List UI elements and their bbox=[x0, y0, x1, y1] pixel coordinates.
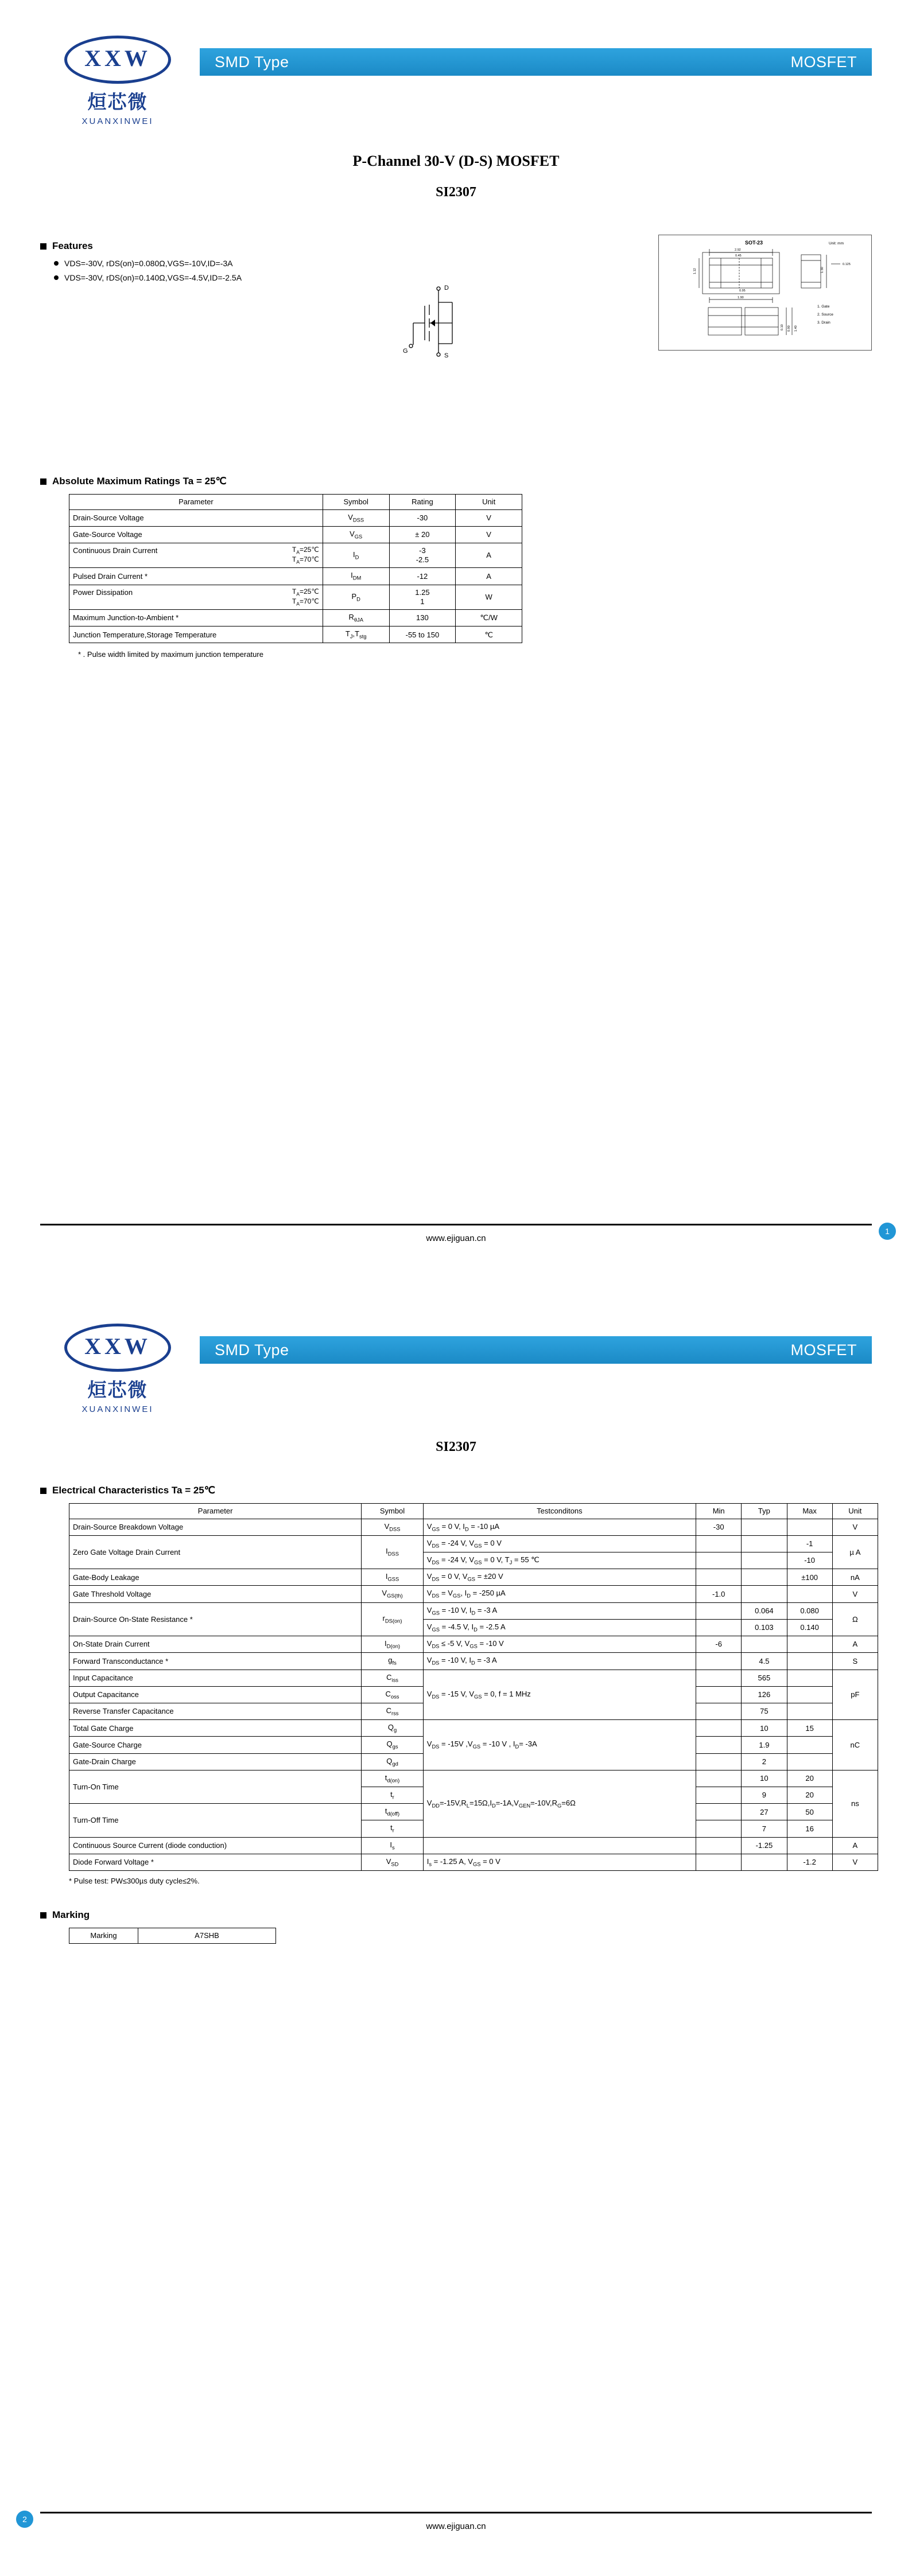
cell-parameter: Drain-Source Breakdown Voltage bbox=[69, 1519, 362, 1535]
cell-parameter: Gate-Source Charge bbox=[69, 1737, 362, 1753]
cell-max bbox=[787, 1636, 832, 1653]
cell-unit: V bbox=[832, 1519, 878, 1535]
cell-rating: -30 bbox=[389, 509, 456, 526]
symbol-label-g: G bbox=[403, 348, 408, 355]
cell-typ: 0.103 bbox=[742, 1619, 787, 1636]
logo-letters: XXW bbox=[84, 45, 151, 71]
page-2 bbox=[0, 1288, 912, 2576]
cell-unit: pF bbox=[832, 1670, 878, 1720]
cell-unit: ℃/W bbox=[456, 609, 522, 626]
package-name-label: SOT-23 bbox=[745, 240, 763, 246]
dim-label: 1.40 bbox=[794, 325, 798, 332]
cell-parameter: Continuous Drain Current $T_A=25℃$ $T_A=70℃$ bbox=[69, 543, 323, 567]
cell-unit: A bbox=[456, 568, 522, 585]
cell-typ: 10 bbox=[742, 1770, 787, 1787]
column-header: Symbol bbox=[362, 1504, 424, 1519]
marking-table bbox=[69, 1928, 276, 1944]
mosfet-symbol-diagram bbox=[402, 283, 488, 363]
cell-unit: ns bbox=[832, 1770, 878, 1837]
cell-unit: Ω bbox=[832, 1602, 878, 1636]
cell-typ: 565 bbox=[742, 1670, 787, 1686]
column-header: Symbol bbox=[323, 495, 389, 510]
marking-heading-label: Marking bbox=[52, 1909, 90, 1921]
cell-max: 0.080 bbox=[787, 1602, 832, 1619]
cell-parameter: Forward Transconductance * bbox=[69, 1653, 362, 1670]
table-row bbox=[69, 1519, 878, 1535]
cell-unit: µ A bbox=[832, 1535, 878, 1569]
cell-typ: 75 bbox=[742, 1703, 787, 1719]
cell-symbol: $P_D$ bbox=[323, 585, 389, 609]
table-header-row bbox=[69, 1504, 878, 1519]
cell-max bbox=[787, 1670, 832, 1686]
cell-min: -30 bbox=[696, 1519, 742, 1535]
cell-unit: V bbox=[456, 526, 522, 543]
cell-symbol: $T_J,T_{stg}$ bbox=[323, 627, 389, 643]
table-row bbox=[69, 543, 522, 567]
cell-symbol: $V_{DSS}$ bbox=[323, 509, 389, 526]
cell-min bbox=[696, 1737, 742, 1753]
cell-max: -1 bbox=[787, 1535, 832, 1552]
cell-condition: $I_s = -1.25$ A, $V_{GS} = 0$ V bbox=[423, 1854, 696, 1870]
cell-min bbox=[696, 1670, 742, 1686]
cell-rating: ± 20 bbox=[389, 526, 456, 543]
cell-condition: $V_{DS} \le -5$ V, $V_{GS} = -10$ V bbox=[423, 1636, 696, 1653]
cell-min: -6 bbox=[696, 1636, 742, 1653]
symbol-label-d: D bbox=[444, 285, 449, 291]
header-type-label: SMD Type bbox=[215, 1341, 289, 1359]
absolute-maximum-ratings-table bbox=[69, 494, 522, 643]
cell-max: 20 bbox=[787, 1787, 832, 1804]
cell-max bbox=[787, 1686, 832, 1703]
column-header: Unit bbox=[456, 495, 522, 510]
cell-parameter: Zero Gate Voltage Drain Current bbox=[69, 1535, 362, 1569]
cell-rating: -12 bbox=[389, 568, 456, 585]
logo-mark bbox=[64, 1324, 171, 1372]
part-number: SI2307 bbox=[436, 185, 476, 200]
cell-condition: $V_{GS} = -10$ V, $I_D = -3$ A bbox=[423, 1602, 696, 1619]
cell-parameter: Pulsed Drain Current * bbox=[69, 568, 323, 585]
header-banner bbox=[200, 1336, 872, 1364]
cell-unit: S bbox=[832, 1653, 878, 1670]
cell-symbol: $I_{DM}$ bbox=[323, 568, 389, 585]
cell-max: ±100 bbox=[787, 1569, 832, 1586]
square-bullet-icon bbox=[40, 478, 46, 485]
cell-max bbox=[787, 1703, 832, 1719]
cell-symbol: $V_{DSS}$ bbox=[362, 1519, 424, 1535]
cell-parameter: Gate-Drain Charge bbox=[69, 1753, 362, 1770]
table-row bbox=[69, 609, 522, 626]
cell-parameter: On-State Drain Current bbox=[69, 1636, 362, 1653]
cell-symbol: $I_D$ bbox=[323, 543, 389, 567]
table-row bbox=[69, 1569, 878, 1586]
table-row bbox=[69, 568, 522, 585]
logo-mark bbox=[64, 36, 171, 84]
cell-max bbox=[787, 1753, 832, 1770]
cell-condition: $V_{GS} = -4.5$ V, $I_D = -2.5$ A bbox=[423, 1619, 696, 1636]
cell-max bbox=[787, 1519, 832, 1535]
cell-parameter: Power Dissipation $T_A=25℃$ $T_A=70℃$ bbox=[69, 585, 323, 609]
table-row bbox=[69, 585, 522, 609]
footer-divider bbox=[40, 1224, 872, 1225]
cell-rating: -3 -2.5 bbox=[389, 543, 456, 567]
cell-min bbox=[696, 1569, 742, 1586]
cell-symbol: $V_{GS}$ bbox=[323, 526, 389, 543]
cell-condition: $V_{DS} = -24$ V, $V_{GS} = 0$ V, $T_J = 55$ ℃ bbox=[423, 1552, 696, 1569]
cell-typ: -1.25 bbox=[742, 1837, 787, 1854]
round-bullet-icon bbox=[54, 275, 59, 280]
cell-parameter: Continuous Source Current (diode conduction) bbox=[69, 1837, 362, 1854]
cell-symbol: $t_r$ bbox=[362, 1787, 424, 1804]
footer-url: www.ejiguan.cn bbox=[426, 1233, 486, 1243]
cell-condition: $V_{DS} = V_{GS}$, $I_D = -250$ µA bbox=[423, 1586, 696, 1602]
table-row bbox=[69, 1653, 878, 1670]
cell-parameter: Maximum Junction-to-Ambient * bbox=[69, 609, 323, 626]
abs-max-note: * . Pulse width limited by maximum junction temperature bbox=[78, 650, 263, 659]
page-footer bbox=[22, 2512, 872, 2531]
cell-typ: 9 bbox=[742, 1787, 787, 1804]
ec-heading-label: Electrical Characteristics Ta = 25℃ bbox=[52, 1485, 215, 1496]
page-header bbox=[40, 1288, 872, 1414]
column-header: Parameter bbox=[69, 495, 323, 510]
cell-min bbox=[696, 1804, 742, 1820]
logo-pinyin: XUANXINWEI bbox=[82, 116, 154, 126]
cell-symbol: $C_{oss}$ bbox=[362, 1686, 424, 1703]
cell-parameter: Drain-Source Voltage bbox=[69, 509, 323, 526]
marking-label-cell: Marking bbox=[69, 1928, 138, 1944]
cell-rating: 1.25 1 bbox=[389, 585, 456, 609]
cell-typ: 0.064 bbox=[742, 1602, 787, 1619]
cell-condition: $V_{DS} = 0$ V, $V_{GS} = \pm 20$ V bbox=[423, 1569, 696, 1586]
cell-unit: A bbox=[456, 543, 522, 567]
marking-heading bbox=[40, 1909, 872, 1921]
cell-symbol: $V_{GS(th)}$ bbox=[362, 1586, 424, 1602]
cell-min bbox=[696, 1787, 742, 1804]
cell-min bbox=[696, 1686, 742, 1703]
cell-symbol: $Q_{gs}$ bbox=[362, 1737, 424, 1753]
logo-pinyin: XUANXINWEI bbox=[82, 1404, 154, 1414]
column-header: Testconditons bbox=[423, 1504, 696, 1519]
pin-label: 2. Source bbox=[817, 313, 833, 317]
table-row bbox=[69, 1535, 878, 1552]
cell-typ: 1.9 bbox=[742, 1737, 787, 1753]
package-unit-label: Unit: mm bbox=[829, 242, 844, 246]
cell-symbol: $g_{fs}$ bbox=[362, 1653, 424, 1670]
cell-typ: 7 bbox=[742, 1820, 787, 1837]
header-category-label: MOSFET bbox=[790, 53, 857, 71]
table-row bbox=[69, 509, 522, 526]
cell-parameter: Diode Forward Voltage * bbox=[69, 1854, 362, 1870]
cell-max bbox=[787, 1586, 832, 1602]
ec-heading bbox=[40, 1485, 872, 1496]
logo-chinese-name: 烜芯微 bbox=[87, 91, 148, 113]
cell-typ bbox=[742, 1569, 787, 1586]
cell-symbol: $t_r$ bbox=[362, 1820, 424, 1837]
square-bullet-icon bbox=[40, 1912, 46, 1919]
table-row bbox=[69, 1770, 878, 1787]
round-bullet-icon bbox=[54, 261, 59, 266]
cell-typ bbox=[742, 1535, 787, 1552]
cell-typ: 2 bbox=[742, 1753, 787, 1770]
cell-symbol: $r_{DS(on)}$ bbox=[362, 1602, 424, 1636]
cell-unit: nC bbox=[832, 1720, 878, 1770]
cell-condition: $V_{GS} = 0$ V, $I_D = -10$ µA bbox=[423, 1519, 696, 1535]
cell-parameter: Reverse Transfer Capacitance bbox=[69, 1703, 362, 1719]
cell-condition: $V_{DS} = -24$ V, $V_{GS} = 0$ V bbox=[423, 1535, 696, 1552]
cell-min bbox=[696, 1703, 742, 1719]
cell-max: 0.140 bbox=[787, 1619, 832, 1636]
cell-unit: ℃ bbox=[456, 627, 522, 643]
cell-symbol: $Q_g$ bbox=[362, 1720, 424, 1737]
part-number: SI2307 bbox=[436, 1439, 476, 1454]
cell-condition: $V_{DS} = -10$ V, $I_D = -3$ A bbox=[423, 1653, 696, 1670]
column-header: Min bbox=[696, 1504, 742, 1519]
column-header: Typ bbox=[742, 1504, 787, 1519]
dim-label: 0.90 bbox=[787, 325, 791, 332]
cell-max: -1.2 bbox=[787, 1854, 832, 1870]
cell-parameter: Output Capacitance bbox=[69, 1686, 362, 1703]
cell-min bbox=[696, 1770, 742, 1787]
dim-label: 1.30 bbox=[821, 267, 824, 273]
header-banner bbox=[200, 48, 872, 76]
cell-condition bbox=[423, 1837, 696, 1854]
cell-min bbox=[696, 1854, 742, 1870]
page-number-badge: 2 bbox=[16, 2511, 33, 2528]
table-row bbox=[69, 627, 522, 643]
column-header: Unit bbox=[832, 1504, 878, 1519]
table-row bbox=[69, 1586, 878, 1602]
header-category-label: MOSFET bbox=[790, 1341, 857, 1359]
cell-symbol: $I_{D(on)}$ bbox=[362, 1636, 424, 1653]
cell-symbol: $V_{SD}$ bbox=[362, 1854, 424, 1870]
package-drawing-svg bbox=[659, 235, 870, 349]
cell-parameter: Input Capacitance bbox=[69, 1670, 362, 1686]
cell-max bbox=[787, 1737, 832, 1753]
header-type-label: SMD Type bbox=[215, 53, 289, 71]
cell-parameter: Gate Threshold Voltage bbox=[69, 1586, 362, 1602]
square-bullet-icon bbox=[40, 1488, 46, 1494]
symbol-label-s: S bbox=[444, 352, 449, 359]
dim-label: 0.10 bbox=[781, 324, 784, 330]
feature-text: VDS=-30V, rDS(on)=0.140Ω,VGS=-4.5V,ID=-2.5A bbox=[64, 273, 242, 282]
cell-condition: $V_{DS} = -15$ V, $V_{GS} = 0$, f = 1 MHz bbox=[423, 1670, 696, 1720]
cell-min bbox=[696, 1820, 742, 1837]
cell-parameter: Total Gate Charge bbox=[69, 1720, 362, 1737]
table-row bbox=[69, 1602, 878, 1619]
cell-parameter: Turn-On Time bbox=[69, 1770, 362, 1803]
cell-symbol: $Q_{gd}$ bbox=[362, 1753, 424, 1770]
table-row bbox=[69, 1636, 878, 1653]
cell-min bbox=[696, 1837, 742, 1854]
package-outline-drawing bbox=[658, 235, 872, 351]
dim-label: 0.45 bbox=[735, 254, 742, 258]
cell-symbol: $I_s$ bbox=[362, 1837, 424, 1854]
cell-max: 20 bbox=[787, 1770, 832, 1787]
abs-max-heading-label: Absolute Maximum Ratings Ta = 25℃ bbox=[52, 476, 227, 487]
cell-min: -1.0 bbox=[696, 1586, 742, 1602]
cell-min bbox=[696, 1753, 742, 1770]
cell-symbol: $I_{GSS}$ bbox=[362, 1569, 424, 1586]
cell-min bbox=[696, 1552, 742, 1569]
cell-typ: 4.5 bbox=[742, 1653, 787, 1670]
cell-typ bbox=[742, 1586, 787, 1602]
cell-typ bbox=[742, 1854, 787, 1870]
cell-symbol: $t_{d(off)}$ bbox=[362, 1804, 424, 1820]
dim-label: 1.12 bbox=[693, 268, 697, 274]
cell-symbol: $C_{iss}$ bbox=[362, 1670, 424, 1686]
cell-rating: 130 bbox=[389, 609, 456, 626]
marking-section bbox=[40, 1909, 872, 1944]
cell-max bbox=[787, 1653, 832, 1670]
ec-note: * Pulse test: PW≤300µs duty cycle≤2%. bbox=[69, 1877, 200, 1886]
cell-typ bbox=[742, 1519, 787, 1535]
footer-url: www.ejiguan.cn bbox=[426, 2521, 486, 2531]
cell-unit: nA bbox=[832, 1569, 878, 1586]
cell-min bbox=[696, 1535, 742, 1552]
cell-max: 16 bbox=[787, 1820, 832, 1837]
features-section bbox=[40, 240, 872, 390]
cell-typ bbox=[742, 1552, 787, 1569]
page-header bbox=[40, 0, 872, 126]
footer-divider bbox=[40, 2512, 872, 2513]
dim-label: 1.90 bbox=[738, 296, 744, 299]
page-title: P-Channel 30-V (D-S) MOSFET bbox=[352, 153, 560, 169]
cell-unit: W bbox=[456, 585, 522, 609]
cell-min bbox=[696, 1619, 742, 1636]
cell-typ: 126 bbox=[742, 1686, 787, 1703]
cell-max: 15 bbox=[787, 1720, 832, 1737]
electrical-characteristics-table bbox=[69, 1503, 878, 1871]
cell-parameter: Drain-Source On-State Resistance * bbox=[69, 1602, 362, 1636]
cell-symbol: $C_{rss}$ bbox=[362, 1703, 424, 1719]
dim-label: 0.125 bbox=[843, 263, 851, 266]
marking-value-cell: A7SHB bbox=[138, 1928, 276, 1944]
cell-parameter: Gate-Source Voltage bbox=[69, 526, 323, 543]
logo-letters: XXW bbox=[84, 1333, 151, 1359]
logo-chinese-name: 烜芯微 bbox=[87, 1379, 148, 1401]
cell-max: 50 bbox=[787, 1804, 832, 1820]
cell-condition: $V_{DS} = -15V$ $,V_{GS} = -10$ V , $I_D= -3A$ bbox=[423, 1720, 696, 1770]
cell-min bbox=[696, 1653, 742, 1670]
table-row bbox=[69, 1854, 878, 1870]
cell-typ: 27 bbox=[742, 1804, 787, 1820]
square-bullet-icon bbox=[40, 243, 46, 250]
page-number-badge: 1 bbox=[879, 1223, 896, 1240]
mosfet-symbol-svg bbox=[402, 283, 488, 363]
cell-parameter: Turn-Off Time bbox=[69, 1804, 362, 1837]
cell-symbol: $t_{d(on)}$ bbox=[362, 1770, 424, 1787]
cell-condition: $V_{DD}=-15V,R_L=15\Omega,I_D=-1A,V_{GEN}=-10V,R_G=6\Omega$ bbox=[423, 1770, 696, 1837]
abs-max-section bbox=[40, 476, 872, 659]
company-logo bbox=[40, 36, 184, 126]
table-row bbox=[69, 1928, 276, 1944]
table-header-row bbox=[69, 495, 522, 510]
electrical-characteristics-section bbox=[40, 1485, 872, 1885]
table-row bbox=[69, 1720, 878, 1737]
cell-unit: A bbox=[832, 1636, 878, 1653]
cell-parameter: Junction Temperature,Storage Temperature bbox=[69, 627, 323, 643]
dim-label: 2.92 bbox=[735, 248, 741, 252]
page-footer bbox=[40, 1224, 890, 1243]
feature-text: VDS=-30V, rDS(on)=0.080Ω,VGS=-10V,ID=-3A bbox=[64, 259, 233, 268]
table-row bbox=[69, 526, 522, 543]
cell-typ bbox=[742, 1636, 787, 1653]
pin-label: 1. Gate bbox=[817, 305, 830, 309]
cell-max bbox=[787, 1837, 832, 1854]
column-header: Parameter bbox=[69, 1504, 362, 1519]
cell-typ: 10 bbox=[742, 1720, 787, 1737]
cell-max: -10 bbox=[787, 1552, 832, 1569]
dim-label: 0.95 bbox=[739, 289, 746, 293]
cell-symbol: $I_{DSS}$ bbox=[362, 1535, 424, 1569]
pin-label: 3. Drain bbox=[817, 321, 830, 325]
cell-rating: -55 to 150 bbox=[389, 627, 456, 643]
cell-parameter: Gate-Body Leakage bbox=[69, 1569, 362, 1586]
features-heading-label: Features bbox=[52, 240, 93, 251]
table-row bbox=[69, 1837, 878, 1854]
cell-unit: V bbox=[456, 509, 522, 526]
cell-unit: V bbox=[832, 1854, 878, 1870]
column-header: Rating bbox=[389, 495, 456, 510]
cell-unit: A bbox=[832, 1837, 878, 1854]
abs-max-heading bbox=[40, 476, 872, 487]
cell-min bbox=[696, 1720, 742, 1737]
cell-min bbox=[696, 1602, 742, 1619]
table-row bbox=[69, 1670, 878, 1686]
cell-symbol: $R_{\theta JA}$ bbox=[323, 609, 389, 626]
cell-unit: V bbox=[832, 1586, 878, 1602]
company-logo bbox=[40, 1324, 184, 1414]
column-header: Max bbox=[787, 1504, 832, 1519]
